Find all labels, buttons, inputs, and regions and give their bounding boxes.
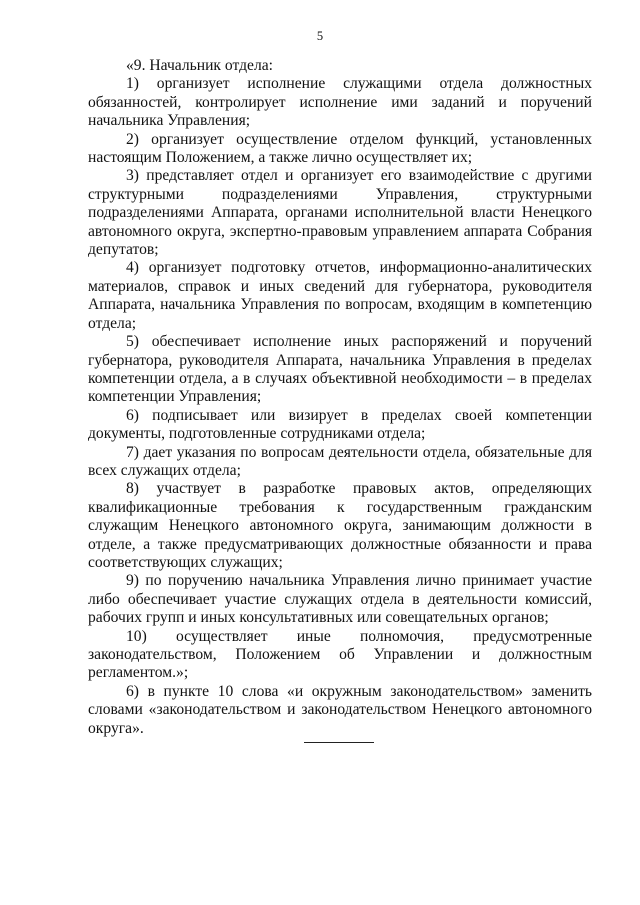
- page-number: 5: [316, 29, 324, 43]
- amendment-paragraph: 6) в пункте 10 слова «и окружным законодательством» заменить словами «законодательством и законодательством Ненецкого автономного округа».: [88, 682, 592, 737]
- paragraph-item-1: 1) организует исполнение служащими отдела должностных обязанностей, контролирует исполнение ими заданий и поручений начальника Управления;: [88, 75, 592, 130]
- paragraph-item-5: 5) обеспечивает исполнение иных распоряжений и поручений губернатора, руководителя Аппарата, начальника Управления в пределах компетенции отдела, а в случаях объективной необходимости – в пределах компетенции Управления;: [88, 333, 592, 406]
- paragraph-item-8: 8) участвует в разработке правовых актов, определяющих квалификационные требования к государственным гражданским служащим Ненецкого автономного округа, занимающим должности в отделе, а также предусматривающих должностные обязанности и права соответствующих служащих;: [88, 480, 592, 571]
- end-of-text-rule: [304, 742, 374, 743]
- document-body: [88, 57, 592, 738]
- paragraph-item-4: 4) организует подготовку отчетов, информационно-аналитических материалов, справок и иных сведений для губернатора, руководителя Аппарата, начальника Управления по вопросам, входящим в компетенцию отдела;: [88, 259, 592, 332]
- section-heading: «9. Начальник отдела:: [126, 57, 273, 74]
- paragraph-item-3: 3) представляет отдел и организует его взаимодействие с другими структурными подразделениями Управления, структурными подразделениями Аппарата, органами исполнительной власти Ненецкого автономного округа, экспертно-правовым управлением аппарата Собрания депутатов;: [88, 167, 592, 259]
- paragraph-item-10: 10) осуществляет иные полномочия, предусмотренные законодательством, Положением об Управлении и должностным регламентом.»;: [88, 627, 592, 682]
- paragraph-item-9: 9) по поручению начальника Управления лично принимает участие либо обеспечивает участие служащих отдела в деятельности комиссий, рабочих групп и иных консультативных или совещательных органов;: [88, 572, 592, 627]
- paragraph-item-6: 6) подписывает или визирует в пределах своей компетенции документы, подготовленные сотрудниками отдела;: [88, 406, 592, 443]
- paragraph-item-2: 2) организует осуществление отделом функций, установленных настоящим Положением, а также лично осуществляет их;: [88, 130, 592, 167]
- paragraph-item-7: 7) дает указания по вопросам деятельности отдела, обязательные для всех служащих отдела;: [88, 443, 592, 479]
